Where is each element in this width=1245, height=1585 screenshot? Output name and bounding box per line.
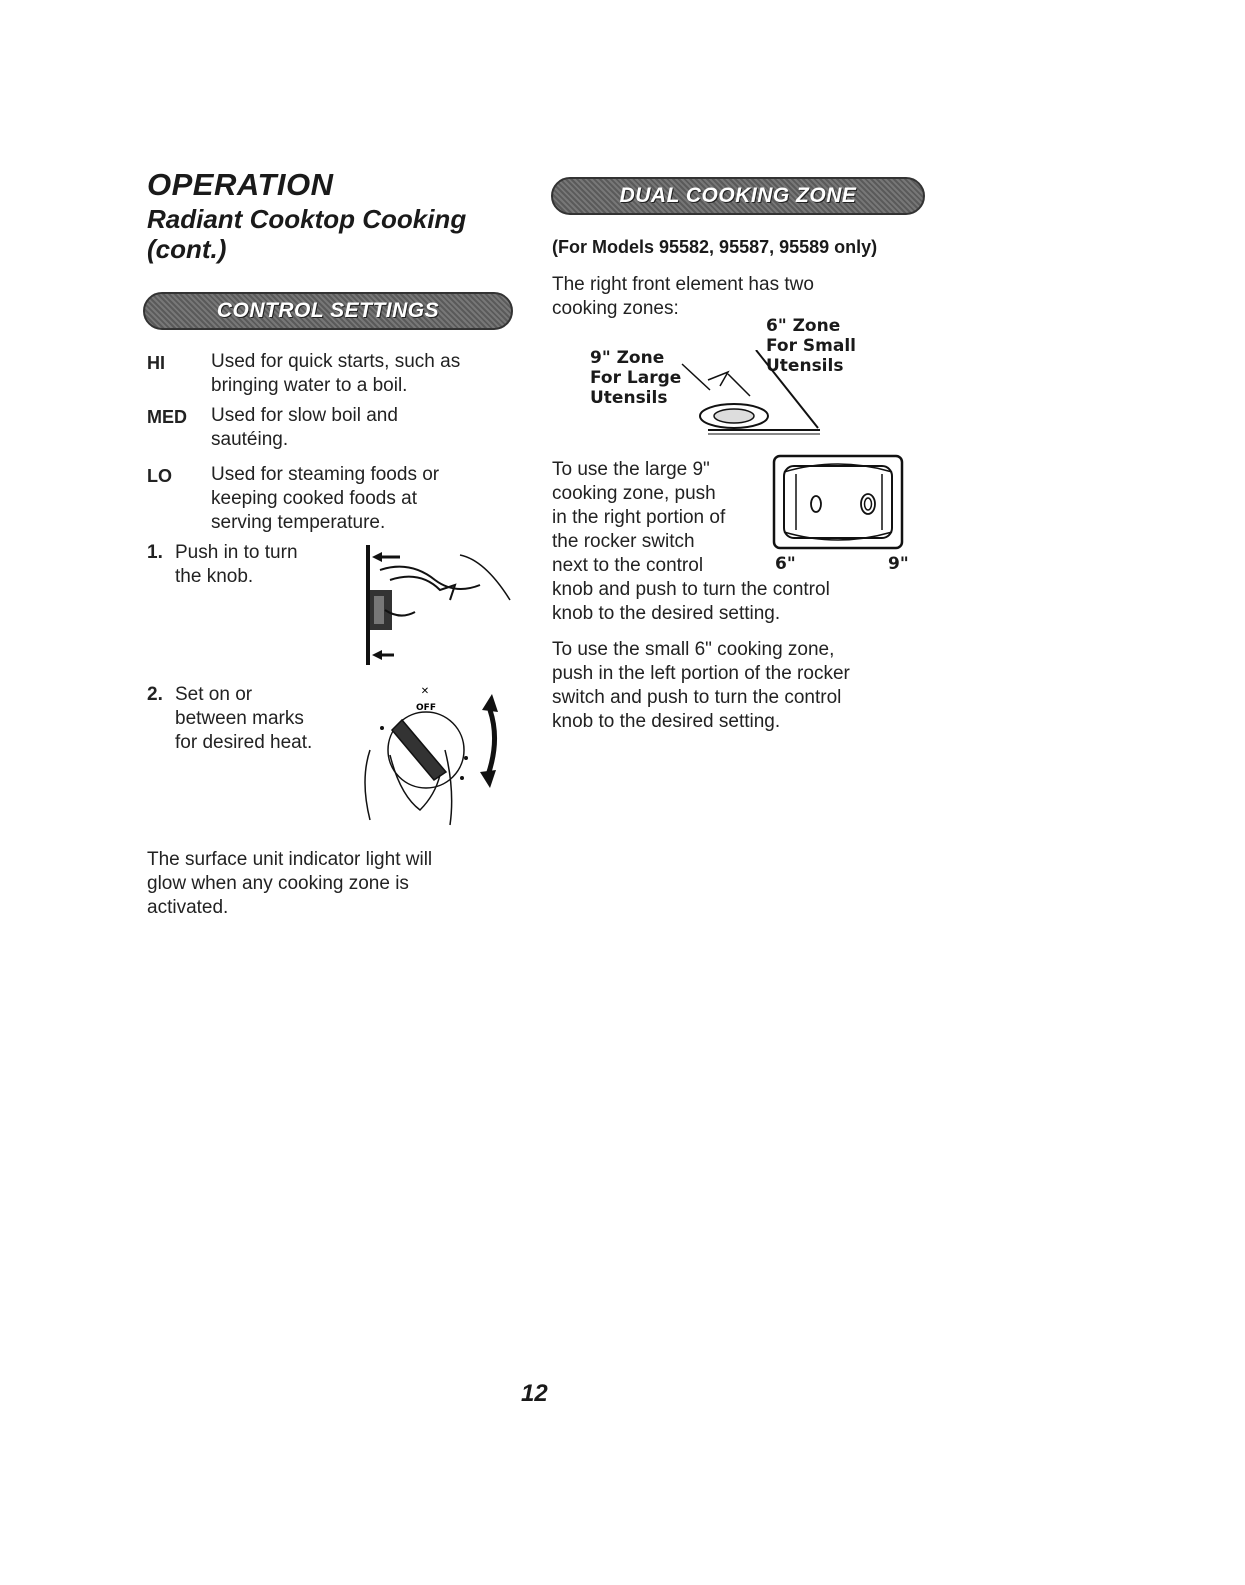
setting-term: HI <box>147 353 165 373</box>
setting-row-med <box>147 398 527 454</box>
models-note: (For Models 95582, 95587, 95589 only) <box>552 237 878 257</box>
para-line: the rocker switch <box>552 531 695 552</box>
para-line: To use the small 6" cooking zone, <box>552 639 835 660</box>
setting-term: MED <box>147 407 187 427</box>
para-line: push in the left portion of the rocker <box>552 663 850 684</box>
page-number: 12 <box>521 1380 548 1407</box>
label-line: Utensils <box>766 356 844 376</box>
setting-desc: Used for quick starts, such as <box>211 351 461 372</box>
setting-desc: sautéing. <box>211 429 289 450</box>
small-zone-pointer <box>756 350 818 428</box>
para-line: To use the large 9" <box>552 459 710 480</box>
dual-zone-intro <box>552 273 814 321</box>
para-line: cooking zone, push <box>552 483 716 504</box>
switch-label-6: 6" <box>775 554 796 574</box>
setting-desc: keeping cooked foods at <box>211 488 417 509</box>
setting-desc: Used for steaming foods or <box>211 464 440 485</box>
large-zone-pointer <box>682 364 710 390</box>
label-line: 9" Zone <box>590 348 665 368</box>
label-line: For Small <box>766 336 856 356</box>
control-settings-banner <box>143 292 513 330</box>
large-zone-label <box>590 348 681 408</box>
para-line: knob to the desired setting. <box>552 711 781 732</box>
cooking-zone-diagram <box>670 350 830 440</box>
setting-desc: Used for slow boil and <box>211 405 398 426</box>
switch-label-9: 9" <box>888 554 909 574</box>
turn-knob-illustration <box>350 680 510 830</box>
knob-off-label: OFF <box>416 703 436 713</box>
para-line: knob and push to turn the control <box>552 579 830 600</box>
intro-line: The right front element has two <box>552 274 814 295</box>
para-line: in the right portion of <box>552 507 726 528</box>
setting-desc: serving temperature. <box>211 512 386 533</box>
small-zone-instructions <box>552 638 922 734</box>
page-subtitle <box>147 204 477 264</box>
note-line: glow when any cooking zone is <box>147 873 409 894</box>
subtitle-line-2: (cont.) <box>147 234 227 264</box>
step-text: Push in to turn <box>175 542 298 563</box>
subtitle-line-1: Radiant Cooktop Cooking <box>147 204 467 234</box>
dual-zone-banner-label: DUAL COOKING ZONE <box>619 184 857 207</box>
section-title: OPERATION <box>147 167 334 202</box>
indicator-note <box>147 848 507 920</box>
rocker-switch-illustration <box>772 452 906 552</box>
large-zone-pointer <box>728 374 750 396</box>
note-line: activated. <box>147 897 229 918</box>
settings-list <box>147 350 527 532</box>
setting-row-lo <box>147 454 527 532</box>
step-text: between marks <box>175 708 304 729</box>
para-line: knob to the desired setting. <box>552 603 781 624</box>
setting-desc: bringing water to a boil. <box>211 375 408 396</box>
label-line: 6" Zone <box>766 316 841 336</box>
intro-line: cooking zones: <box>552 298 679 319</box>
para-line: switch and push to turn the control <box>552 687 842 708</box>
step-text: Set on or <box>175 684 253 705</box>
label-line: For Large <box>590 368 682 388</box>
note-line: The surface unit indicator light will <box>147 849 433 870</box>
control-settings-banner-label: CONTROL SETTINGS <box>216 299 440 322</box>
step-text: the knob. <box>175 566 254 587</box>
dual-cooking-zone-banner <box>551 177 925 215</box>
small-zone-ring <box>714 409 754 423</box>
push-knob-illustration <box>360 540 520 670</box>
step-number: 2. <box>147 684 163 705</box>
knob-mark: ✕ <box>420 686 430 697</box>
setting-term: LO <box>147 466 172 486</box>
label-line: Utensils <box>590 388 668 408</box>
setting-row-hi <box>147 350 527 398</box>
step-number: 1. <box>147 542 163 563</box>
para-line: next to the control <box>552 555 704 576</box>
step-text: for desired heat. <box>175 732 313 753</box>
